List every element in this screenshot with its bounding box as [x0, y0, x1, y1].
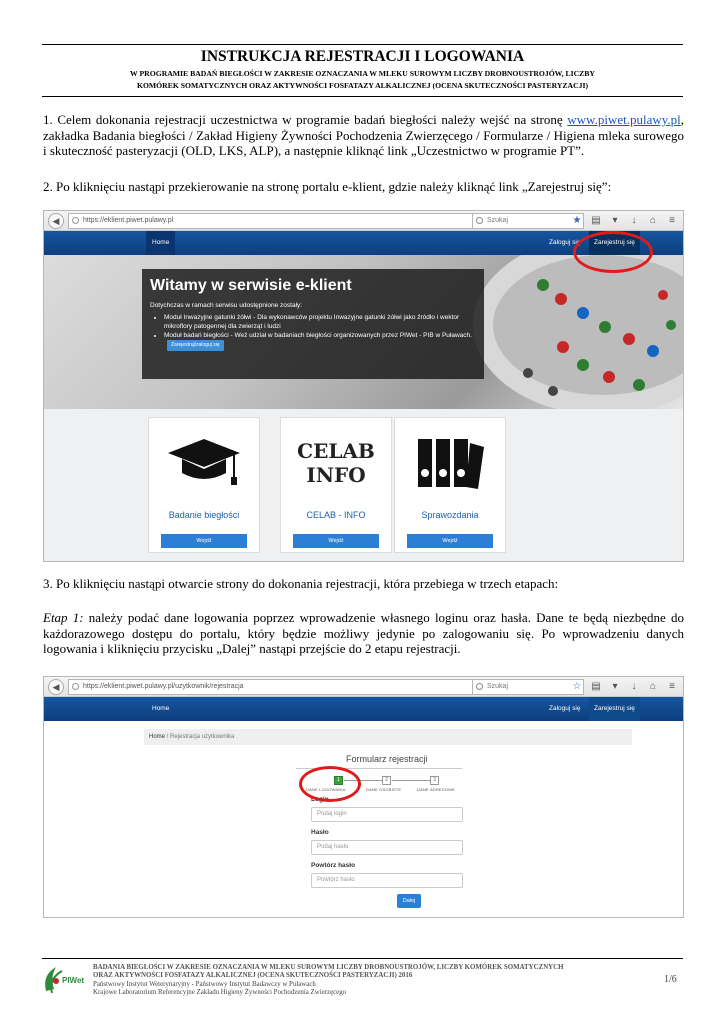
menu-icon[interactable]: ≡	[669, 681, 675, 692]
tile-celab	[280, 417, 392, 553]
menu-icon[interactable]: ≡	[669, 215, 675, 226]
nav-login[interactable]: Zaloguj się	[549, 239, 581, 246]
breadcrumb: Home / Rejestracja użytkownika	[144, 729, 632, 745]
step-2-indicator: 2	[382, 776, 391, 785]
celab-logo-line-2: INFO	[306, 463, 366, 487]
register-login-button[interactable]: Zarejestruj/zaloguj się	[167, 340, 224, 351]
site-info-icon	[72, 217, 79, 224]
paragraph-1-suffix: , zakładka Badania biegłości / Zakład Higieny Żywności Pochodzenia Zwierzęcego / Formularze / Higiena mleka surowego i skuteczność pasteryzacji (OLD, LKS, ALP), a następnie kliknąć link „Uczestnictwo w programie PT”.	[43, 112, 684, 159]
footer-line-4: Krajowe Laboratorium Referencyjne Zakładu Higieny Żywności Pochodzenia Zwierzęcego	[93, 988, 347, 996]
bookmark-star-icon[interactable]: ★	[572, 215, 582, 226]
search-icon	[476, 217, 483, 224]
reading-list-icon[interactable]: ▤	[591, 215, 601, 226]
step-connector-2	[392, 780, 430, 781]
nav-register-2[interactable]: Zarejestruj się	[589, 697, 640, 721]
binders-icon	[395, 418, 505, 508]
paragraph-1-prefix: 1. Celem dokonania rejestracji uczestnictwa w programie badań biegłości należy wejść na stronę	[43, 112, 568, 127]
nav-home[interactable]: Home	[146, 231, 175, 255]
graduation-cap-icon	[149, 418, 259, 508]
step-1-indicator: 1	[334, 776, 343, 785]
tile-proficiency-name: Badanie biegłości	[168, 510, 240, 520]
module-item-proficiency	[164, 331, 476, 351]
document-subtitle	[50, 68, 675, 92]
module-list	[164, 313, 476, 351]
paragraph-2: 2. Po kliknięciu nastąpi przekierowanie na stronę portalu e-klient, gdzie należy kliknąć link „Zarejestruj się”:	[43, 179, 612, 194]
top-rule	[42, 44, 683, 45]
step-2-label: DANE OSOBISTE	[366, 787, 402, 792]
module-tiles	[44, 409, 683, 561]
password-input[interactable]: Podaj hasło	[311, 840, 463, 855]
step-3-label: DANE ADRESOWE	[417, 787, 455, 792]
back-icon[interactable]: ◀	[48, 213, 64, 229]
breadcrumb-home[interactable]: Home	[149, 734, 166, 740]
subtitle-line-1: W PROGRAMIE BADAŃ BIEGŁOŚCI W ZAKRESIE OZNACZANIA W MLEKU SUROWYM LICZBY DROBNOUSTROJÓW, LICZBY	[130, 69, 595, 78]
address-bar-2[interactable]	[68, 679, 486, 695]
tile-celab-button[interactable]: Wejdź	[293, 534, 379, 548]
paragraph-4	[43, 610, 684, 657]
eklient-home-screenshot	[43, 210, 684, 562]
form-title: Formularz rejestracji	[346, 754, 428, 764]
welcome-title: Witamy w serwisie e-klient	[150, 277, 352, 294]
download-icon[interactable]: ↓	[631, 215, 637, 226]
breadcrumb-current: Rejestracja użytkownika	[170, 734, 235, 740]
footer-line-3: Państwowy Instytut Weterynaryjny - Państwowy Instytut Badawczy w Puławach	[93, 980, 316, 988]
home-icon[interactable]: ⌂	[649, 215, 657, 226]
footer-text	[93, 964, 653, 997]
login-input[interactable]: Podaj login	[311, 807, 463, 822]
footer-line-2: ORAZ AKTYWNOŚCI FOSFATAZY ALKALICZNEJ (OCENA SKUTECZNOŚCI PASTERYZACJI) 2016	[93, 972, 413, 980]
login-label: Login	[311, 796, 329, 803]
piwet-link[interactable]: www.piwet.pulawy.pl	[567, 112, 681, 127]
search-placeholder-2: Szukaj	[487, 683, 509, 690]
subtitle-rule	[42, 96, 683, 97]
footer-rule	[42, 958, 683, 959]
search-icon	[476, 683, 483, 690]
welcome-intro: Dotychczas w ramach serwisu udostępnione zostały:	[150, 302, 303, 309]
nav-register[interactable]: Zarejestruj się	[589, 231, 640, 255]
reading-list-icon[interactable]: ▤	[591, 681, 601, 692]
welcome-box	[142, 269, 484, 379]
stage-1-label: Etap 1:	[43, 610, 84, 625]
home-icon[interactable]: ⌂	[649, 681, 657, 692]
paragraph-3: 3. Po kliknięciu nastąpi otwarcie strony do dokonania rejestracji, która przebiega w trzech etapach:	[43, 576, 559, 591]
tile-proficiency	[148, 417, 260, 553]
bookmarks-menu-icon[interactable]: ▾	[612, 681, 618, 692]
page-number: 1/6	[664, 974, 677, 985]
site-info-icon	[72, 683, 79, 690]
search-placeholder: Szukaj	[487, 217, 509, 224]
search-box[interactable]	[472, 213, 584, 229]
back-icon[interactable]: ◀	[48, 679, 64, 695]
subtitle-line-2: KOMÓREK SOMATYCZNYCH ORAZ AKTYWNOŚCI FOSFATAZY ALKALICZNEJ (OCENA SKUTECZNOŚCI PASTERYZACJI)	[136, 81, 589, 90]
tile-celab-name: CELAB - INFO	[306, 510, 366, 520]
module-item-proficiency-text: Moduł badań biegłości - Weź udział w badaniach biegłości organizowanych przez PIWet - PIB w Puławach.	[164, 332, 472, 339]
password-label: Hasło	[311, 829, 329, 836]
stage-1-text: należy podać dane logowania poprzez wprowadzenie własnego loginu oraz hasła. Dane te będą niezbędne do każdorazowego dostępu do portalu, który będzie możliwy jedynie po zalogowaniu się. Po wprowadzeniu danych logowania i kliknięciu przycisku „Dalej” nastąpi przejście do 2 etapu rejestracji.	[43, 610, 684, 657]
address-bar[interactable]	[68, 213, 486, 229]
browser-icons	[570, 213, 679, 228]
nav-home-2[interactable]: Home	[152, 705, 170, 712]
address-text-2: https://eklient.piwet.pulawy.pl/uzytkownik/rejestracja	[83, 683, 244, 690]
footer-line-1: BADANIA BIEGŁOŚCI W ZAKRESIE OZNACZANIA W MLEKU SUROWYM LICZBY DROBNOUSTROJÓW, LICZBY KOMÓREK SOMATYCZNYCH	[93, 964, 564, 971]
address-text: https://eklient.piwet.pulawy.pl	[83, 217, 174, 224]
bookmark-star-icon[interactable]: ☆	[572, 681, 582, 692]
celab-logo-line-1: CELAB	[297, 439, 375, 463]
piwet-logo	[40, 961, 88, 997]
piwet-logo-text: PIWet	[62, 976, 85, 985]
step-1-label: DANE LOGOWANIA	[306, 787, 346, 792]
tile-proficiency-button[interactable]: Wejdź	[161, 534, 247, 548]
step-3-indicator: 3	[430, 776, 439, 785]
tile-reports	[394, 417, 506, 553]
site-navbar-2	[44, 697, 683, 721]
browser-icons-2	[570, 679, 679, 694]
nav-login-2[interactable]: Zaloguj się	[549, 705, 581, 712]
document-title: INSTRUKCJA REJESTRACJI I LOGOWANIA	[200, 48, 525, 65]
repeat-password-label: Powtórz hasło	[311, 862, 356, 869]
next-button[interactable]: Dalej	[397, 894, 421, 908]
highlight-circle	[573, 231, 653, 273]
browser-toolbar	[44, 211, 683, 231]
registration-screenshot	[43, 676, 684, 918]
highlight-circle-2	[299, 766, 361, 802]
hero-banner	[44, 255, 683, 409]
paragraph-1	[43, 112, 684, 159]
browser-toolbar-2	[44, 677, 683, 697]
repeat-password-input[interactable]: Powtórz hasło	[311, 873, 463, 888]
celab-info-logo	[281, 418, 391, 508]
search-box-2[interactable]	[472, 679, 584, 695]
module-item-turtles: • Moduł Inwazyjne gatunki żółwi - Dla wykonawców projektu Inwazyjne gatunki żółwi jako źródło i wektor mikroflory patogennej dla zwierząt i ludzi	[164, 313, 476, 331]
tile-reports-button[interactable]: Wejdź	[407, 534, 493, 548]
bookmarks-menu-icon[interactable]: ▾	[612, 215, 618, 226]
download-icon[interactable]: ↓	[631, 681, 637, 692]
tile-reports-name: Sprawozdania	[421, 510, 479, 520]
